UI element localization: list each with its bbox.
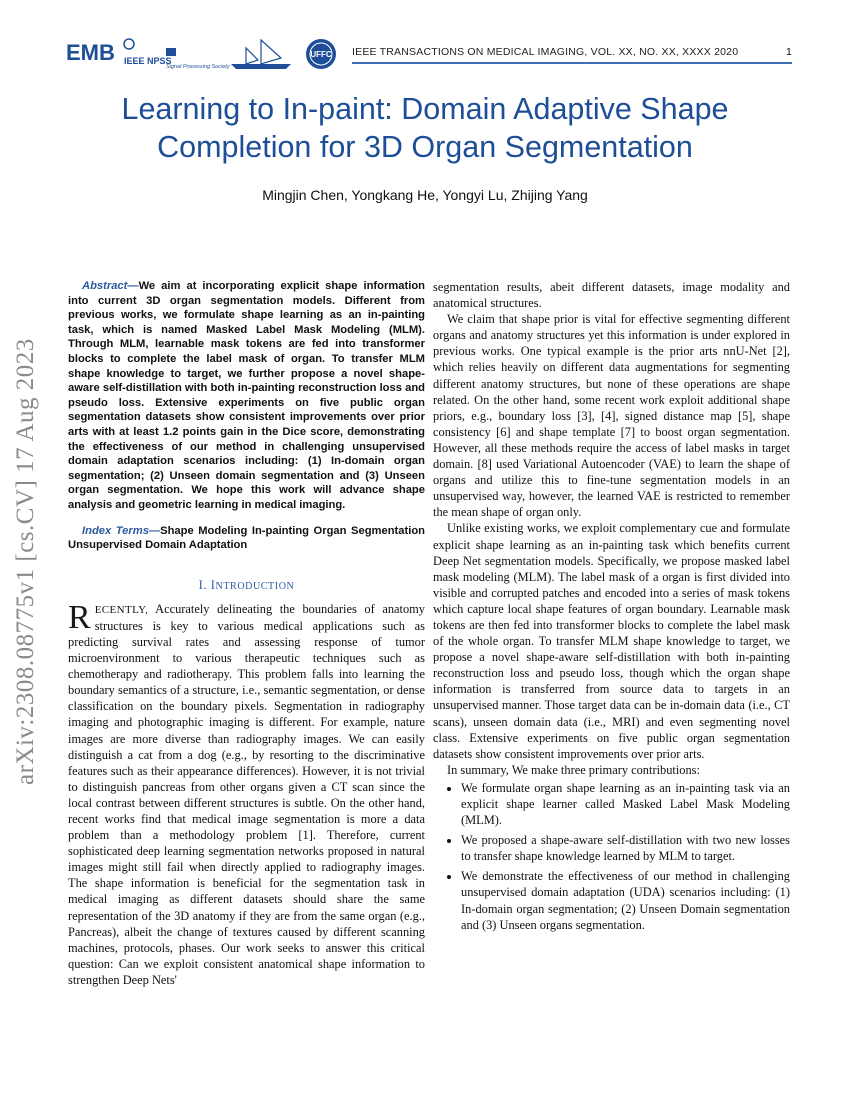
index-terms-lead: Index Terms— [82, 524, 161, 537]
signal-processing-logo [166, 48, 231, 70]
list-item: • We proposed a shape-aware self-distillation with two new losses to transfer shape knowledge learned by MLM to target. [461, 832, 790, 864]
header-rule [352, 62, 792, 64]
intro-paragraph-4: In summary, We make three primary contributions: [447, 762, 700, 777]
npss-logo [124, 39, 172, 66]
list-item: • We formulate organ shape learning as an in-painting task via an explicit shape learner called Masked Label Mask Modeling (MLM). [461, 780, 790, 828]
list-item: • We demonstrate the effectiveness of our method in challenging unsupervised domain adaptation (UDA) scenarios including: (1) In-domain organ segmentation; (2) Unseen Domain segmentation and (3) Unseen organs segmentation. [461, 868, 790, 932]
left-column [68, 279, 425, 988]
ship-logo [231, 40, 291, 69]
index-terms-text: Shape Modeling In-painting Organ Segmentation Unsupervised Domain Adaptation [68, 524, 425, 552]
arxiv-identifier: arXiv:2308.08775v1 [cs.CV] 17 Aug 2023 [12, 338, 39, 785]
journal-header: IEEE TRANSACTIONS ON MEDICAL IMAGING, VOL. XX, NO. XX, XXXX 2020 [352, 46, 739, 58]
page-number: 1 [786, 46, 792, 58]
drop-cap: R [68, 598, 91, 636]
emb-logo-text: EMB [66, 40, 115, 65]
abstract-text: We aim at incorporating explicit shape information into current 3D organ segmentation models. Different from previous works, we formulate shape learning as an in-painting task, which is named Masked Label Mask Modeling (MLM). Through MLM, learnable mask tokens are fed into transformer blocks to complete the label mask of organ. To transfer MLM shape knowledge to target, we further propose a novel shape-aware self-distillation with both in-painting reconstruction loss and pseudo loss. Extensive experiments on five public organ segmentation datasets show consistent improvements over prior arts with at least 1.2 points gain in the Dice score, demonstrating the effectiveness of our method in challenging unsupervised domain adaptation scenarios including: (1) In-domain organ segmentation; (2) Unseen domain segmentation and (3) Unseen organ segmentation. We hope this work will advance shape analysis and geometric learning in medical imaging. [68, 280, 425, 511]
author-list: Mingjin Chen, Yongkang He, Yongyi Lu, Zhijing Yang [262, 187, 588, 203]
npss-logo-text: IEEE NPSS [124, 56, 172, 66]
abstract-lead: Abstract— [82, 280, 139, 292]
index-terms [68, 524, 425, 553]
sps-logo-text: Signal Processing Society [166, 64, 230, 70]
intro-paragraph-1-continued: segmentation results, abeit different datasets, image modality and anatomical structures. [433, 280, 790, 311]
paper-title: Learning to In-paint: Domain Adaptive Shape Completion for 3D Organ Segmentation [121, 92, 729, 164]
uffc-logo-text: UFFC [310, 50, 332, 59]
society-logos [66, 36, 356, 72]
intro-paragraph-3: Unlike existing works, we exploit complementary cue and formulate explicit shape learning as an in-painting task which benefits current Deep Net segmentation models. Specifically, we propose masked label mask modeling (MLM). The label mask of a organ is first divided into visible and corrupted patches and encoded into a series of mask tokens which capture local shape features of organ boundary. Learnable mask tokens are then fed into transformer blocks to complete the label mask of the whole organ. To transfer MLM shape knowledge to target, we propose a novel shape-aware self-distillation with both in-painting reconstruction loss and pseudo loss, though which the organ shape information is transferred from source data to targets in an unsupervised manner. Those target data can be in-domain data (i.e., CT scans), unseen domain data (i.e., MRI) and even segmenting novel class. Extensive experiments on five public organ segmentation datasets show consistent improvements over prior arts. [433, 521, 790, 761]
emb-logo [66, 40, 115, 65]
section-heading-introduction: I. INTRODUCTION [198, 577, 295, 592]
right-column [433, 279, 790, 937]
intro-paragraph-2: We claim that shape prior is vital for effective segmenting different organs and anatomy structures yet this information is under explored in previous works. One typical example is the prior arts nnU-Net [2], which relies heavily on different data augmentations for segmenting different anatomy structures, but none of these operations are shape related. On the other hand, some recent work exploit additional shape priors, e.g., boundary loss [3], [4], signed distance map [5], shape consistency [6] and shape template [7] to boost organ segmentation. However, all these methods require the access of label masks in target domain. [8] used Variational Autoencoder (VAE) to learn the shape of organs and utilize this to fine-tune segmentation models in an unsupervised way, however, the learned VAE is restricted to remember the mean shape of organ only. [433, 312, 790, 520]
uffc-logo [306, 39, 336, 69]
intro-paragraph-1: RECENTLY, Accurately delineating the boundaries of anatomy structures is key to various medical applications such as predicting survival rates and assessing response of tumor microenvironment to various therapeutic techniques such as chemotherapy and radiotherapy. This problem falls into learning the boundary semantics of a structure, i.e., semantic segmentation, or dense classification on the boundary pixels. Segmentation in radiography imaging and photographic imaging is different. For example, nature images are more diverse than radiography images. We can easily distinguish a cat from a dog (e.g., by resorting to the discriminative features such as their appearance differences). However, it is not trivial to distinguish pancreas from other organs given a CT scan since the local contrast between different structures is subtle. On the other hand, recent works find that medical image segmentation is more a data problem than a methodology problem [1]. Therefore, current sophisticated deep learning segmentation networks proposed in natural images might still fail when directly applied to radiography images. The shape information is beneficial for the segmentation task in medical imaging as different datasets should share the same representation of the 3D anatomy if they are from the same organ (e.g., Pancreas), albeit the change of textures caused by different scanning machines, protocols, phases. Our work seeks to answer this critical question: Can we exploit consistent anatomical shape information to strengthen Deep Nets' [68, 598, 425, 987]
abstract [68, 279, 425, 513]
contribution-list [433, 780, 790, 933]
